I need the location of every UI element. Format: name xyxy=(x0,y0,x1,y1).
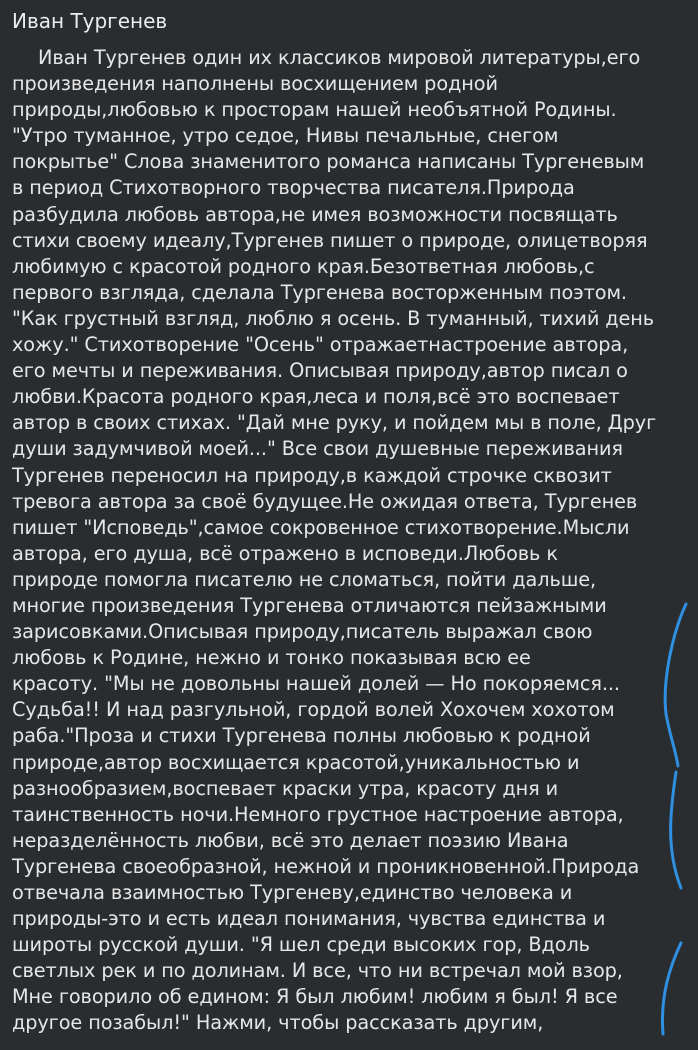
text-line: зарисовками.Описывая природу,писатель выражал свою xyxy=(12,620,593,644)
document-body xyxy=(12,45,698,1037)
document-title: Иван Тургенев xyxy=(12,9,168,33)
text-line: души задумчивой моей..." Все свои душевные переживания xyxy=(12,437,623,461)
text-line: светлых рек и по долинам. И все, что ни встречал мой взор, xyxy=(12,959,623,983)
text-line: широты русской души. "Я шел среди высоких гор, Вдоль xyxy=(12,933,590,957)
text-line: тревога автора за своё будущее.Не ожидая ответа, Тургенев xyxy=(12,489,638,513)
text-line: природы,любовью к просторам нашей необъятной Родины. xyxy=(12,98,617,122)
text-line: таинственность ночи.Немного грустное настроение автора, xyxy=(12,802,624,826)
text-line: неразделённость любви, всё это делает поэзию Ивана xyxy=(12,828,569,852)
text-line: любви.Красота родного края,леса и поля,всё это воспевает xyxy=(12,385,620,409)
text-line: Судьба!! И над разгульной, гордой волей Хохочем хохотом xyxy=(12,698,615,722)
text-line: отвечала взаимностью Тургеневу,единство человека и xyxy=(12,881,573,904)
text-line: в период Стихотворного творчества писателя.Природа xyxy=(12,176,575,200)
text-line: Тургенев переносил на природу,в каждой строчке сквозит xyxy=(12,463,612,487)
text-line: пишет "Исповедь",самое сокровенное стихотворение.Мысли xyxy=(12,515,630,539)
text-line: "Как грустный взгляд, люблю я осень. В туманный, тихий день xyxy=(12,306,655,330)
text-line: его мечты и переживания. Описывая природу,автор писал о xyxy=(12,359,628,383)
text-line: "Утро туманное, утро седое, Нивы печальные, снегом xyxy=(12,124,559,148)
text-line: первого взгляда, сделала Тургенева восторженным поэтом. xyxy=(12,280,627,304)
text-line: природы-это и есть идеал понимания, чувства единства и xyxy=(12,907,606,931)
text-line: Тургенева своеобразной, нежной и проникновенной.Природа xyxy=(12,854,640,878)
text-line: стихи своему идеалу,Тургенев пишет о природе, олицетворяя xyxy=(12,228,648,252)
text-line: покрытье" Слова знаменитого романса написаны Тургеневым xyxy=(12,150,645,174)
text-line: разнообразием,воспевает краски утра, красоту дня и xyxy=(12,776,559,800)
text-line: автора, его душа, всё отражено в исповеди.Любовь к xyxy=(12,541,558,565)
text-line: природе,автор восхищается красотой,уникальностью и xyxy=(12,750,580,774)
text-line: автор в своих стихах. "Дай мне руку, и пойдем мы в поле, Друг xyxy=(12,411,657,435)
text-line: многие произведения Тургенева отличаются пейзажными xyxy=(12,593,607,617)
text-line: красоту. "Мы не довольны нашей долей — Но покоряемся... xyxy=(12,672,620,696)
text-line: раба."Проза и стихи Тургенева полны любовью к родной xyxy=(12,724,591,748)
text-line: разбудила любовь автора,не имея возможности посвящать xyxy=(12,202,618,226)
text-line: Мне говорило об едином: Я был любим! любим я был! Я все xyxy=(12,985,618,1009)
text-line: любимую с красотой родного края.Безответная любовь,с xyxy=(12,254,595,278)
text-line: природе помогла писателю не сломаться, пойти дальше, xyxy=(12,567,597,591)
text-line: Иван Тургенев один их классиков мировой литературы,его xyxy=(38,46,641,69)
text-line: хожу." Стихотворение "Осень" отражаетнастроение автора, xyxy=(12,333,629,357)
text-line: другое позабыл!" Нажми, чтобы рассказать другим, xyxy=(12,1011,544,1035)
text-line: любовь к Родине, нежно и тонко показывая всю ее xyxy=(12,646,531,670)
text-line: произведения наполнены восхищением родной xyxy=(12,72,498,96)
